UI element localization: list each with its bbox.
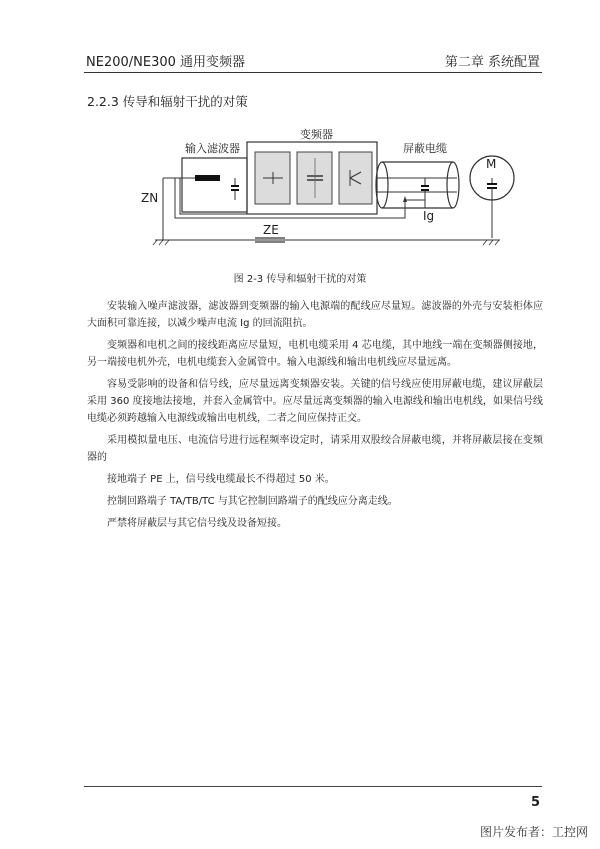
watermark: 图片发布者：工控网 bbox=[479, 825, 588, 839]
zn-label: ZN bbox=[141, 191, 159, 205]
body-text bbox=[87, 298, 543, 537]
figure-caption: 图 2-3 传导和辐射干扰的对策 bbox=[233, 274, 367, 285]
dc-link-block bbox=[297, 152, 332, 204]
paragraph-shield-warning: 严禁将屏蔽层与其它信号线及设备短接。 bbox=[107, 518, 287, 529]
paragraph-analog-signal: 采用模拟量电压、电流信号进行远程频率设定时，请采用双股绞合屏蔽电缆，并将屏蔽层接在变频器的 bbox=[87, 435, 543, 463]
cable-label: 屏蔽电缆 bbox=[403, 142, 447, 155]
ze-label: ZE bbox=[263, 223, 279, 237]
paragraph-ground-terminal: 接地端子 PE 上，信号线电缆最长不得超过 50 米。 bbox=[107, 474, 335, 485]
shielded-cable bbox=[382, 162, 453, 208]
inverter-bridge-block bbox=[339, 152, 372, 204]
section-title: 2.2.3 传导和辐射干扰的对策 bbox=[87, 94, 248, 109]
header-title: NE200/NE300 通用变频器 bbox=[86, 55, 246, 70]
filter-label: 输入滤波器 bbox=[185, 142, 240, 155]
paragraph-filter: 安装输入噪声滤波器，滤波器到变频器的输入电源端的配线应尽量短。滤波器的外壳与安装柜体应大面积可靠连接，以减少噪声电流 Ig 的回流阻抗。 bbox=[87, 301, 543, 329]
motor-label: M bbox=[486, 157, 497, 171]
paragraph-signal-lines: 容易受影响的设备和信号线，应尽量远离变频器安装。关键的信号线应使用屏蔽电缆，建议屏蔽层采用 360 度接地法接地，并套入金属管中。应尽量远离变频器的输入电源线和输出电机线，如果信号线电缆必须跨越输入电源线或输出电机线，二者之间应保持正交。 bbox=[87, 379, 543, 424]
header-divider bbox=[84, 72, 542, 73]
interference-diagram bbox=[135, 120, 515, 260]
footer-divider bbox=[84, 786, 542, 787]
paragraph-control-terminals: 控制回路端子 TA/TB/TC 与其它控制回路端子的配线应分离走线。 bbox=[107, 496, 398, 507]
filter-choke bbox=[195, 175, 220, 181]
paragraph-motor-cable: 变频器和电机之间的接线距离应尽量短，电机电缆采用 4 芯电缆，其中地线一端在变频器侧接地，另一端接电机外壳，电机电缆套入金属管中。输入电源线和输出电机线应尽量远离。 bbox=[87, 340, 543, 368]
page-number: 5 bbox=[530, 795, 540, 810]
ig-label: Ig bbox=[423, 209, 435, 223]
header-chapter: 第二章 系统配置 bbox=[444, 55, 540, 70]
inverter-label: 变频器 bbox=[300, 128, 333, 141]
